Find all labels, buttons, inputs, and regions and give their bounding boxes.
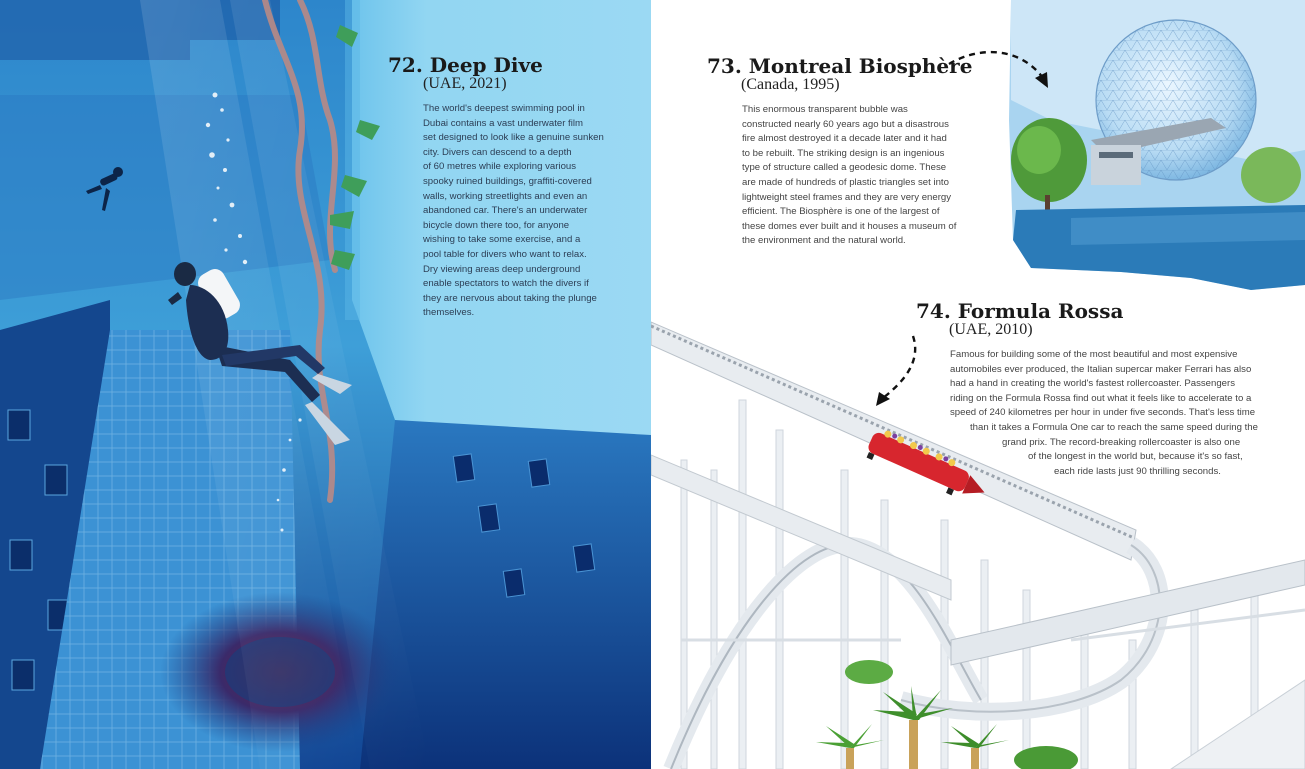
text-line: pool table for divers who want to relax. (423, 248, 587, 260)
formula-rossa-origin: (UAE, 2010) (949, 321, 1033, 338)
deep-dive-description (423, 102, 604, 321)
text-line: This enormous transparent bubble was (742, 104, 908, 115)
text-line: lightweight steel frames and they are very energy (742, 191, 952, 203)
formula-rossa-title: 74. Formula Rossa (916, 299, 1124, 323)
text-line: are made of hundreds of plastic triangles set into (742, 176, 949, 188)
text-line: automobiles ever produced, the Italian supercar maker Ferrari has also (950, 363, 1252, 375)
text-line: to be rebuilt. The striking design is an ingenious (742, 147, 945, 159)
deep-dive-title: 72. Deep Dive (388, 53, 543, 77)
text-line: abandoned car. There's an underwater (423, 205, 588, 217)
text-line: had a hand in creating the world's fastest rollercoaster. Passengers (950, 378, 1236, 390)
dashed-arrow-coaster (883, 336, 915, 398)
text-line: The world's deepest swimming pool in (423, 103, 585, 114)
text-line: walls, working streetlights and even an (423, 190, 588, 202)
text-line: wishing to take some exercise, and a (423, 234, 581, 246)
text-line: of the longest in the world but, because it's so fast, (1028, 451, 1243, 463)
text-line: Famous for building some of the most beautiful and most expensive (950, 349, 1238, 360)
text-line: riding on the Formula Rossa find out what it feels like to accelerate to a (950, 392, 1252, 404)
biosphere-description (742, 103, 956, 249)
text-line: these domes ever built and it houses a museum of (742, 220, 957, 232)
text-line: set designed to look like a genuine sunken (423, 132, 604, 144)
text-line: they are nervous about taking the plunge (423, 292, 597, 304)
text-line: enable spectators to watch the divers if (423, 278, 589, 290)
text-line: city. Divers can descend to a depth (423, 146, 572, 158)
text-line: grand prix. The record-breaking rollercoaster is also one (1002, 436, 1241, 448)
deep-dive-page (0, 0, 651, 769)
text-line: type of structure called a geodesic dome. These (742, 162, 947, 174)
text-line: fire almost destroyed it a decade later and it had (742, 133, 947, 145)
text-line: bicycle down there too, for anyone (423, 219, 570, 231)
text-line: constructed nearly 60 years ago but a disastrous (742, 118, 949, 130)
text-line: the environment and the natural world. (742, 235, 906, 247)
biosphere-title: 73. Montreal Biosphère (707, 54, 973, 78)
text-line: efficient. The Biosphère is one of the largest of (742, 206, 940, 218)
text-line: Dubai contains a vast underwater film (423, 117, 583, 129)
text-line: speed of 240 kilometres per hour in under five seconds. That's less time (950, 407, 1256, 419)
formula-rossa-description (950, 348, 1258, 479)
text-line: spooky ruined buildings, graffiti-covered (423, 175, 592, 187)
right-page (651, 0, 1305, 769)
text-line: themselves. (423, 307, 475, 319)
text-line: than it takes a Formula One car to reach the same speed during the (970, 421, 1258, 433)
biosphere-origin: (Canada, 1995) (741, 76, 840, 93)
text-line: each ride lasts just 90 thrilling seconds. (1054, 465, 1221, 477)
text-line: Dry viewing areas deep underground (423, 263, 581, 275)
text-line: of 60 metres while exploring various (423, 161, 577, 173)
deep-dive-origin: (UAE, 2021) (423, 75, 507, 92)
